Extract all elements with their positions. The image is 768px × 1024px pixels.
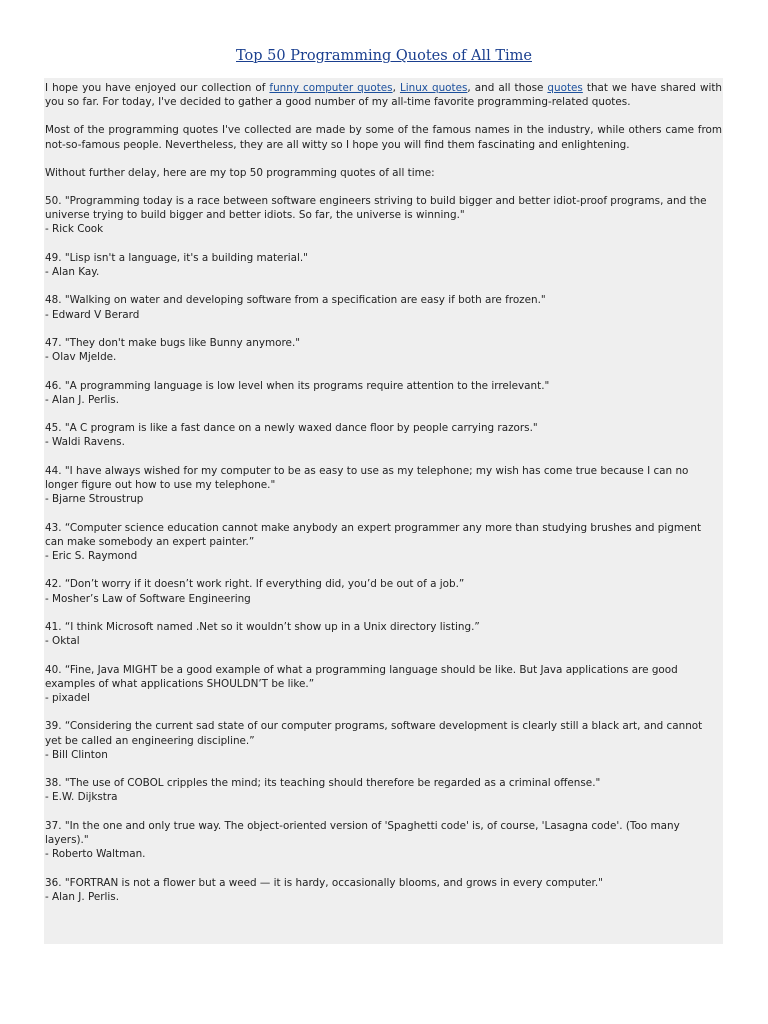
quote-author: - Alan Kay. [45,266,100,279]
quote-item [45,620,722,648]
intro-text: , [392,82,400,94]
quote-item [45,421,722,449]
quote-author: - Waldi Ravens. [45,436,125,449]
quote-text: 38. "The use of COBOL cripples the mind; its teaching should therefore be regarded as a criminal offense." [45,777,601,790]
quote-text: 43. “Computer science education cannot make anybody an expert programmer any more than studying brushes and pigment can make somebody an expert painter.” [45,521,702,548]
quote-author: - Olav Mjelde. [45,351,117,364]
intro-text: , and all those [467,82,548,94]
quote-author: - Bjarne Stroustrup [45,493,144,506]
article-body [44,78,723,944]
quote-item [45,663,722,706]
quote-author: - Eric S. Raymond [45,549,138,562]
quote-author: - pixadel [45,691,90,704]
quote-text: 49. "Lisp isn't a language, it's a building material." [45,251,308,264]
funny-computer-quotes-link[interactable]: funny computer quotes [269,82,393,94]
quote-text: 39. “Considering the current sad state of our computer programs, software development is clearly still a black art, and cannot yet be called an engineering discipline.” [45,720,703,747]
quote-item [45,194,722,237]
intro-paragraph-3: Without further delay, here are my top 50 programming quotes of all time: [45,166,435,179]
intro-text: that we have shared with you so far. For today, I've decided to gather a good number of my all-time favorite programming-related quotes. [45,82,723,109]
quote-text: 47. "They don't make bugs like Bunny anymore." [45,337,301,349]
quote-text: 46. "A programming language is low level when its programs require attention to the irrelevant." [45,379,550,392]
quote-author: - Bill Clinton [45,748,108,761]
quote-item [45,719,722,762]
quote-item [45,293,722,321]
quote-item [45,336,722,364]
quote-text: 44. "I have always wished for my computer to be as easy to use as my telephone; my wish has come true because I can no longer figure out how to use my telephone." [45,464,689,491]
quote-item [45,876,722,904]
intro-text: I hope you have enjoyed our collection of [45,82,270,94]
quote-author: - Mosher’s Law of Software Engineering [45,592,251,605]
quote-item [45,819,722,862]
quote-item [45,577,722,605]
quote-author: - Roberto Waltman. [45,848,146,861]
quote-author: - Alan J. Perlis. [45,890,120,903]
quote-author: - Oktal [45,635,80,648]
quote-text: 40. “Fine, Java MIGHT be a good example of what a programming language should be like. But Java applications are good examples of what applications SHOULDN’T be like.” [45,663,678,690]
quote-text: 48. "Walking on water and developing software from a specification are easy if both are frozen." [45,294,546,307]
quote-author: - Alan J. Perlis. [45,393,120,406]
quote-text: 50. "Programming today is a race between software engineers striving to build bigger and better idiot-proof programs, and the universe trying to build bigger and better idiots. So far, the universe is winning." [45,195,707,222]
linux-quotes-link[interactable]: Linux quotes [399,82,468,94]
quote-text: 45. "A C program is like a fast dance on a newly waxed dance floor by people carrying razors." [45,422,538,435]
quote-text: 42. “Don’t worry if it doesn’t work right. If everything did, you’d be out of a job.” [45,578,465,591]
quote-item [45,379,722,407]
quote-text: 37. "In the one and only true way. The object-oriented version of 'Spaghetti code' is, of course, 'Lasagna code'. (Too many layers)." [45,819,680,846]
page-title [0,46,768,66]
title-link[interactable]: Top 50 Programming Quotes of All Time [236,48,532,64]
quote-author: - Edward V Berard [45,308,140,321]
quote-text: 41. “I think Microsoft named .Net so it wouldn’t show up in a Unix directory listing.” [45,620,480,633]
quotes-link[interactable]: quotes [547,82,583,94]
intro-paragraph-2: Most of the programming quotes I've collected are made by some of the famous names in the industry, while others came from not-so-famous people. Nevertheless, they are all witty so I hope you will find them fascinating and enlightening. [45,124,722,151]
quote-item [45,776,722,804]
intro-paragraph-1 [45,81,722,109]
quote-list [45,194,722,904]
quote-item [45,464,722,507]
quote-text: 36. "FORTRAN is not a flower but a weed — it is hardy, occasionally blooms, and grows in every computer." [45,876,603,889]
quote-author: - Rick Cook [45,223,104,236]
quote-item [45,251,722,279]
quote-author: - E.W. Dijkstra [45,791,118,804]
quote-item [45,521,722,564]
